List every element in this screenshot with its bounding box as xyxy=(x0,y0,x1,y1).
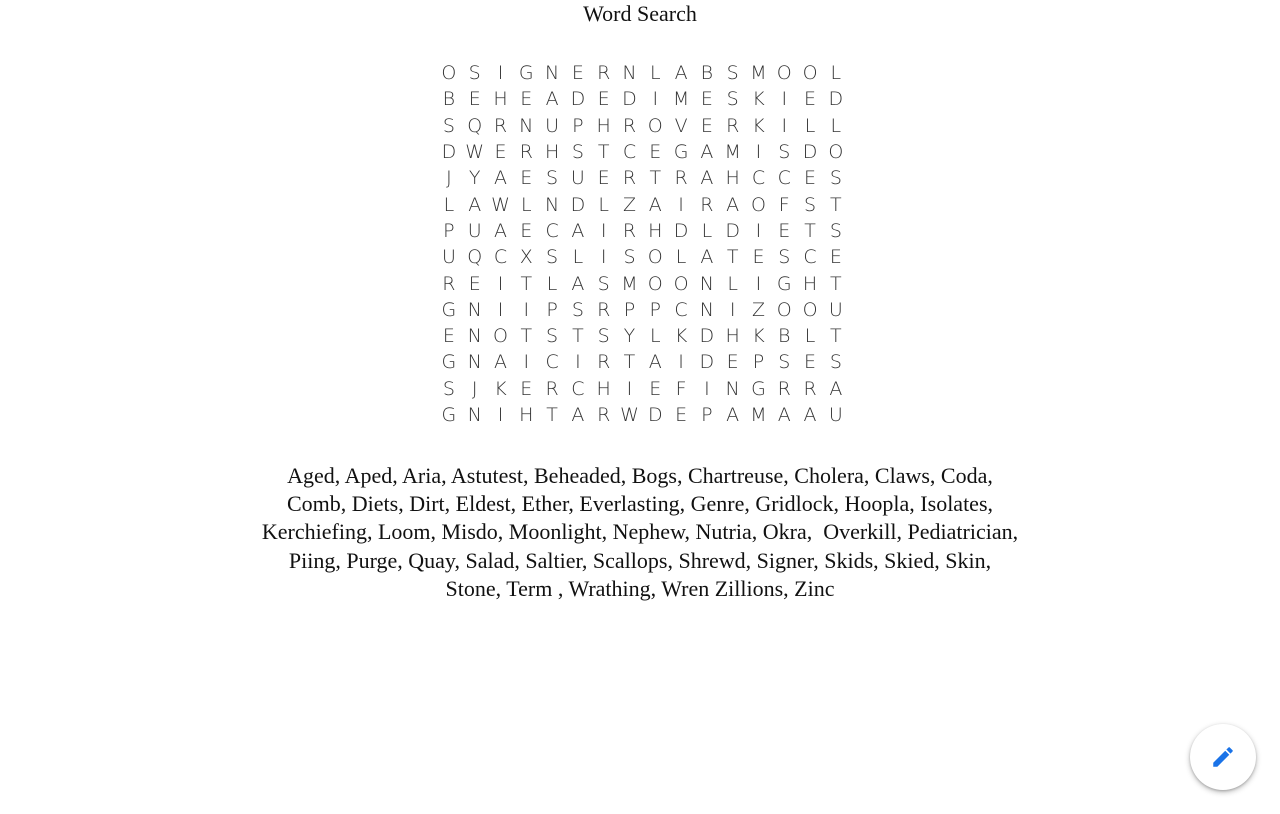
grid-letter: L xyxy=(443,193,455,216)
word-list: Aged, Aped, Aria, Astutest, Beheaded, Bogs, Chartreuse, Cholera, Claws, Coda, Comb, Diets, Dirt, Eldest, Ether, Everlasting, Genre, Gridlock, Hoopla, Isolates, Kerchiefing, Loom, Misdo, Moonlight, Nephew, Nutria, Okra, Overkill, Pediatrician, Piing, Purge, Quay, Salad, Saltier, Scallops, Shrewd, Signer, Skids, Skied, Skin, Stone, Term , Wrathing, Wren Zillions, Zinc xyxy=(261,463,1019,601)
grid-letter: S xyxy=(829,351,842,374)
grid-letter: C xyxy=(751,167,766,190)
grid-letter: L xyxy=(546,272,558,295)
grid-letter: I xyxy=(523,298,530,321)
grid-letter: E xyxy=(778,219,791,242)
grid-letter: E xyxy=(520,88,533,111)
grid-letter: K xyxy=(494,377,507,400)
grid-letter: N xyxy=(519,114,534,137)
grid-letter: T xyxy=(830,272,842,295)
grid-letter: O xyxy=(828,141,844,164)
grid-letter: U xyxy=(570,167,585,190)
grid-letter: O xyxy=(441,62,457,85)
grid-letter: E xyxy=(494,141,507,164)
grid-letter: O xyxy=(493,325,508,348)
grid-letter: T xyxy=(520,325,533,348)
grid-letter: B xyxy=(778,325,791,348)
grid-letter: A xyxy=(674,62,688,85)
grid-letter: W xyxy=(465,141,485,164)
grid-letter: N xyxy=(544,193,560,216)
grid-letter: M xyxy=(672,88,690,111)
grid-letter: A xyxy=(700,246,714,269)
grid-letter: E xyxy=(520,219,533,242)
grid-letter: U xyxy=(828,298,843,321)
grid-letter: R xyxy=(597,298,611,321)
grid-letter: D xyxy=(570,193,586,216)
document-title: Word Search xyxy=(583,1,697,26)
grid-letter: C xyxy=(545,351,559,374)
grid-letter: S xyxy=(546,325,559,348)
grid-letter: R xyxy=(622,167,637,190)
grid-letter: S xyxy=(597,325,610,348)
grid-letter: Z xyxy=(622,193,636,216)
grid-letter: N xyxy=(725,377,740,400)
grid-letter: G xyxy=(673,141,689,164)
grid-letter: I xyxy=(729,298,736,321)
grid-letter: J xyxy=(446,167,452,190)
grid-letter: W xyxy=(620,404,639,426)
grid-letter: B xyxy=(700,62,714,85)
grid-letter: F xyxy=(778,193,790,216)
grid-letter: E xyxy=(804,167,817,190)
grid-letter: K xyxy=(674,325,688,348)
grid-letter: I xyxy=(600,246,607,269)
grid-letter: U xyxy=(441,246,456,269)
grid-letter: A xyxy=(700,167,714,190)
grid-letter: C xyxy=(777,167,791,190)
grid-letter: I xyxy=(652,88,659,111)
grid-letter: A xyxy=(571,219,585,242)
grid-letter: Y xyxy=(623,325,636,348)
grid-letter: T xyxy=(597,141,610,164)
grid-letter: A xyxy=(493,219,507,242)
grid-letter: H xyxy=(648,219,663,242)
grid-letter: U xyxy=(828,404,843,426)
grid-letter: R xyxy=(700,193,714,216)
grid-letter: S xyxy=(804,193,817,216)
grid-letter: A xyxy=(726,404,740,426)
grid-letter: K xyxy=(752,88,765,111)
grid-letter: I xyxy=(497,62,504,85)
grid-letter: K xyxy=(752,114,765,137)
grid-letter: E xyxy=(726,351,739,374)
grid-letter: N xyxy=(467,351,482,374)
grid-letter: Q xyxy=(467,246,483,269)
grid-letter: R xyxy=(493,114,508,137)
grid-letter: S xyxy=(468,62,481,85)
grid-letter: U xyxy=(467,219,482,242)
grid-letter: R xyxy=(777,377,791,400)
grid-letter: M xyxy=(750,404,767,426)
grid-letter: P xyxy=(546,298,558,321)
grid-letter: I xyxy=(497,272,504,295)
grid-letter: P xyxy=(649,298,661,321)
grid-letter: C xyxy=(493,246,508,269)
grid-letter: T xyxy=(520,272,533,295)
grid-letter: L xyxy=(701,219,713,242)
grid-letter: G xyxy=(776,272,792,295)
grid-letter: D xyxy=(699,325,715,348)
grid-letter: A xyxy=(829,377,843,400)
grid-letter: S xyxy=(546,246,559,269)
grid-letter: D xyxy=(802,141,818,164)
grid-letter: H xyxy=(493,88,508,111)
grid-letter: L xyxy=(649,62,661,85)
grid-letter: A xyxy=(726,193,740,216)
grid-letter: G xyxy=(441,351,457,374)
grid-letter: E xyxy=(597,88,610,111)
grid-letter: R xyxy=(622,219,637,242)
grid-letter: C xyxy=(803,246,817,269)
grid-letter: I xyxy=(497,404,504,426)
grid-letter: G xyxy=(518,62,534,85)
grid-letter: A xyxy=(777,404,791,426)
grid-letter: E xyxy=(804,88,817,111)
grid-letter: S xyxy=(442,377,455,400)
grid-letter: D xyxy=(828,88,844,111)
grid-letter: E xyxy=(804,351,817,374)
grid-letter: S xyxy=(571,298,584,321)
grid-letter: E xyxy=(468,88,481,111)
grid-letter: I xyxy=(755,219,762,242)
grid-letter: U xyxy=(545,114,560,137)
grid-letter: R xyxy=(597,351,611,374)
grid-letter: E xyxy=(700,88,713,111)
grid-letter: E xyxy=(675,404,688,426)
grid-letter: E xyxy=(829,246,842,269)
grid-letter: P xyxy=(443,219,455,242)
grid-letter: A xyxy=(545,88,559,111)
grid-letter: E xyxy=(700,114,713,137)
grid-letter: L xyxy=(572,246,584,269)
grid-letter: P xyxy=(752,351,765,374)
grid-letter: A xyxy=(700,141,714,164)
grid-letter: S xyxy=(778,351,791,374)
grid-letter: Z xyxy=(751,298,765,321)
grid-letter: S xyxy=(829,167,842,190)
grid-letter: X xyxy=(519,246,533,269)
grid-letter: M xyxy=(724,141,741,164)
grid-letter: L xyxy=(675,246,687,269)
grid-letter: G xyxy=(751,377,766,400)
grid-letter: I xyxy=(626,377,633,400)
grid-letter: T xyxy=(546,404,558,426)
grid-letter: T xyxy=(830,193,842,216)
grid-letter: D xyxy=(622,88,637,111)
grid-letter: D xyxy=(725,219,740,242)
grid-letter: I xyxy=(575,351,581,374)
grid-letter: L xyxy=(649,325,661,348)
grid-letter: E xyxy=(597,167,610,190)
grid-letter: O xyxy=(776,62,792,85)
grid-letter: P xyxy=(623,298,636,321)
grid-letter: O xyxy=(647,246,663,269)
grid-letter: E xyxy=(468,272,481,295)
grid-letter: I xyxy=(704,377,710,400)
grid-letter: I xyxy=(755,141,762,164)
grid-letter: A xyxy=(803,404,817,426)
grid-letter: T xyxy=(623,351,636,374)
grid-letter: R xyxy=(803,377,817,400)
grid-letter: R xyxy=(726,114,740,137)
grid-letter: I xyxy=(755,272,762,295)
grid-letter: D xyxy=(441,141,457,164)
grid-letter: N xyxy=(699,298,714,321)
grid-letter: T xyxy=(830,325,842,348)
grid-letter: R xyxy=(545,377,559,400)
grid-letter: A xyxy=(648,351,662,374)
grid-letter: A xyxy=(648,193,662,216)
grid-letter: W xyxy=(491,193,510,216)
grid-letter: R xyxy=(597,404,611,426)
grid-letter: I xyxy=(781,114,788,137)
edit-button[interactable] xyxy=(1190,724,1256,790)
grid-letter: N xyxy=(622,62,637,85)
grid-letter: I xyxy=(600,219,607,242)
grid-letter: H xyxy=(596,114,611,137)
grid-letter: O xyxy=(673,272,689,295)
grid-letter: O xyxy=(750,193,766,216)
word-search-grid xyxy=(436,60,849,428)
grid-letter: R xyxy=(519,141,533,164)
grid-letter: V xyxy=(674,114,688,137)
grid-letter: T xyxy=(726,246,739,269)
grid-letter: T xyxy=(649,167,662,190)
grid-letter: E xyxy=(520,167,533,190)
grid-letter: L xyxy=(830,62,842,85)
grid-letter: S xyxy=(829,219,842,242)
grid-letter: L xyxy=(727,272,738,295)
grid-letter: S xyxy=(726,62,739,85)
grid-letter: A xyxy=(571,404,585,426)
grid-letter: F xyxy=(675,377,687,400)
grid-letter: S xyxy=(778,141,791,164)
grid-letter: N xyxy=(467,298,482,321)
grid-letter: G xyxy=(441,298,457,321)
grid-letter: N xyxy=(467,325,482,348)
grid-letter: A xyxy=(468,193,482,216)
grid-letter: S xyxy=(778,246,791,269)
grid-letter: I xyxy=(523,351,530,374)
grid-letter: L xyxy=(830,114,842,137)
grid-letter: E xyxy=(442,325,455,348)
grid-letter: K xyxy=(752,325,765,348)
grid-letter: C xyxy=(571,377,585,400)
grid-letter: I xyxy=(678,351,684,374)
grid-letter: H xyxy=(725,325,740,348)
grid-letter: O xyxy=(647,272,663,295)
grid-letter: H xyxy=(802,272,818,295)
grid-letter: A xyxy=(493,351,507,374)
grid-letter: A xyxy=(493,167,507,190)
grid-letter: H xyxy=(596,377,611,400)
grid-letter: C xyxy=(545,219,559,242)
grid-letter: E xyxy=(571,62,584,85)
grid-letter: N xyxy=(699,272,714,295)
grid-letter: I xyxy=(678,193,684,216)
grid-letter: S xyxy=(726,88,739,111)
grid-letter: R xyxy=(674,167,688,190)
grid-letter: L xyxy=(598,193,609,216)
grid-letter: O xyxy=(776,298,792,321)
grid-letter: O xyxy=(802,298,818,321)
grid-letter: S xyxy=(571,141,584,164)
grid-letter: E xyxy=(752,246,765,269)
grid-letter: L xyxy=(520,193,532,216)
grid-letter: R xyxy=(442,272,456,295)
grid-letter: D xyxy=(647,404,663,426)
grid-letter: A xyxy=(571,272,585,295)
grid-letter: H xyxy=(544,141,560,164)
grid-letter: E xyxy=(649,141,662,164)
grid-letter: L xyxy=(804,114,816,137)
grid-letter: M xyxy=(750,62,767,85)
grid-letter: I xyxy=(781,88,788,111)
grid-letter: P xyxy=(572,114,584,137)
grid-letter: Q xyxy=(467,114,483,137)
grid-letter: E xyxy=(520,377,533,400)
grid-letter: L xyxy=(804,325,816,348)
grid-letter: N xyxy=(544,62,560,85)
grid-letter: M xyxy=(621,272,638,295)
grid-letter: S xyxy=(597,272,610,295)
grid-letter: S xyxy=(623,246,636,269)
grid-letter: E xyxy=(649,377,662,400)
pencil-icon xyxy=(1210,744,1236,770)
grid-letter: D xyxy=(699,351,715,374)
grid-letter: H xyxy=(725,167,740,190)
grid-letter: N xyxy=(467,404,482,426)
grid-letter: T xyxy=(804,219,816,242)
grid-letter: D xyxy=(673,219,689,242)
grid-letter: S xyxy=(546,167,559,190)
grid-letter: P xyxy=(701,404,713,426)
grid-letter: H xyxy=(519,404,534,426)
grid-letter: T xyxy=(572,325,584,348)
grid-letter: B xyxy=(442,88,456,111)
grid-letter: C xyxy=(622,141,637,164)
grid-letter: O xyxy=(647,114,663,137)
grid-letter: O xyxy=(802,62,818,85)
grid-letter: S xyxy=(442,114,455,137)
grid-letter: D xyxy=(570,88,586,111)
grid-letter: J xyxy=(471,377,478,400)
grid-letter: R xyxy=(597,62,611,85)
grid-letter: Y xyxy=(468,167,481,190)
grid-letter: C xyxy=(674,298,688,321)
grid-letter: G xyxy=(441,404,457,426)
grid-letter: I xyxy=(497,298,504,321)
grid-letter: R xyxy=(622,114,637,137)
